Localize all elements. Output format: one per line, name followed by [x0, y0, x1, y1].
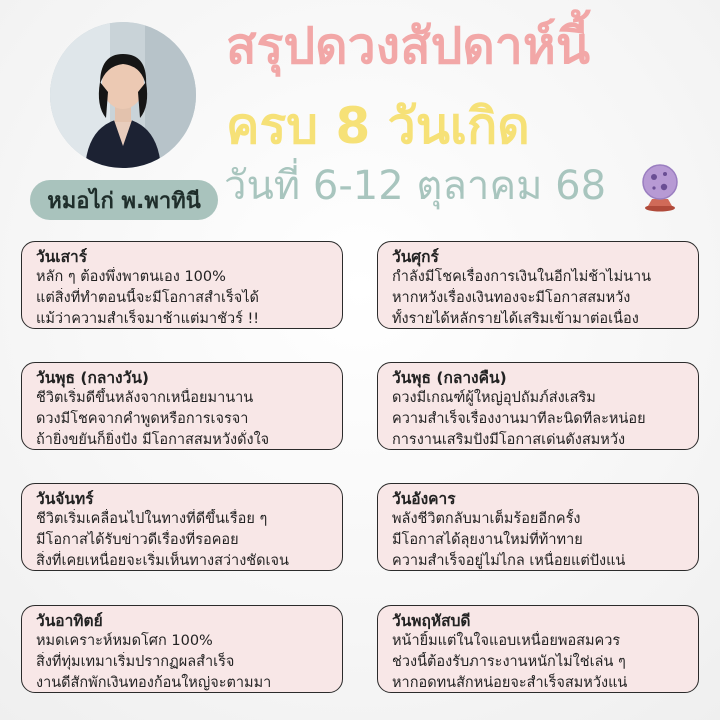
card-text-line: สิ่งที่ทุ่มเทมาเริ่มปรากฏผลสำเร็จ: [36, 654, 235, 670]
card-thursday: [377, 605, 699, 693]
card-text-line: สิ่งที่เคยเหนื่อยจะเริ่มเห็นทางสว่างชัดเจน: [36, 553, 289, 569]
card-text-line: หมดเคราะห์หมดโศก 100%: [36, 633, 213, 649]
card-wednesday-day: [21, 362, 343, 450]
card-text-line: แต่สิ่งที่ทำตอนนี้จะมีโอกาสสำเร็จได้: [36, 290, 259, 306]
card-day-title: วันพฤหัสบดี: [392, 612, 471, 630]
card-text-line: หลัก ๆ ต้องพึ่งพาตนเอง 100%: [36, 269, 226, 285]
card-text-line: แม้ว่าความสำเร็จมาช้าแต่มาชัวร์ !!: [36, 311, 260, 327]
page-subtitle: ครบ 8 วันเกิด: [226, 97, 530, 155]
card-day-title: วันเสาร์: [36, 248, 88, 266]
author-name-badge: หมอไก่ พ.พาทินี: [30, 180, 218, 220]
card-text-line: มีโอกาสได้ลุยงานใหม่ที่ท้าทาย: [392, 532, 583, 548]
card-text-line: กำลังมีโชคเรื่องการเงินในอีกไม่ช้าไม่นาน: [392, 269, 652, 285]
card-day-title: วันพุธ (กลางคืน): [392, 369, 507, 387]
card-text-line: ช่วงนี้ต้องรับภาระงานหนักไม่ใช่เล่น ๆ: [392, 654, 626, 670]
card-text-line: ดวงมีโชคจากคำพูดหรือการเจรจา: [36, 411, 249, 427]
date-range: วันที่ 6-12 ตุลาคม 68: [224, 163, 607, 209]
card-sunday: [21, 605, 343, 693]
card-text-line: หน้ายิ้มแต่ในใจแอบเหนื่อยพอสมควร: [392, 633, 621, 649]
card-text-line: พลังชีวิตกลับมาเต็มร้อยอีกครั้ง: [392, 511, 581, 527]
card-friday: [377, 241, 699, 329]
card-monday: [21, 483, 343, 571]
card-text-line: ชีวิตเริ่มเคลื่อนไปในทางที่ดีขึ้นเรื่อย ๆ: [36, 511, 268, 527]
card-text-line: ทั้งรายได้หลักรายได้เสริมเข้ามาต่อเนื่อง: [392, 311, 639, 327]
card-wednesday-night: [377, 362, 699, 450]
crystal-ball-icon: [636, 160, 684, 212]
card-day-title: วันจันทร์: [36, 490, 94, 508]
card-day-title: วันศุกร์: [392, 248, 439, 266]
card-text-line: หากหวังเรื่องเงินทองจะมีโอกาสสมหวัง: [392, 290, 631, 306]
card-tuesday: [377, 483, 699, 571]
page-title: สรุปดวงสัปดาห์นี้: [226, 17, 591, 75]
card-text-line: หากอดทนสักหน่อยจะสำเร็จสมหวังแน่: [392, 675, 628, 691]
card-text-line: ความสำเร็จเรื่องงานมาทีละนิดทีละหน่อย: [392, 411, 646, 427]
card-text-line: ดวงมีเกณฑ์ผู้ใหญ่อุปถัมภ์ส่งเสริม: [392, 390, 596, 406]
card-text-line: ความสำเร็จอยู่ไม่ไกล เหนื่อยแต่ปังแน่: [392, 553, 626, 569]
card-text-line: งานดีสักพักเงินทองก้อนใหญ่จะตามมา: [36, 675, 272, 691]
card-day-title: วันอังคาร: [392, 490, 456, 508]
card-saturday: [21, 241, 343, 329]
card-text-line: ถ้ายิ่งขยันก็ยิ่งปัง มีโอกาสสมหวังดั่งใจ: [36, 432, 270, 448]
card-text-line: ชีวิตเริ่มดีขึ้นหลังจากเหนื่อยมานาน: [36, 390, 254, 406]
card-text-line: การงานเสริมปังมีโอกาสเด่นดังสมหวัง: [392, 432, 626, 448]
card-day-title: วันพุธ (กลางวัน): [36, 369, 149, 387]
card-text-line: มีโอกาสได้รับข่าวดีเรื่องที่รอคอย: [36, 532, 239, 548]
card-day-title: วันอาทิตย์: [36, 612, 103, 630]
avatar: [50, 22, 196, 168]
